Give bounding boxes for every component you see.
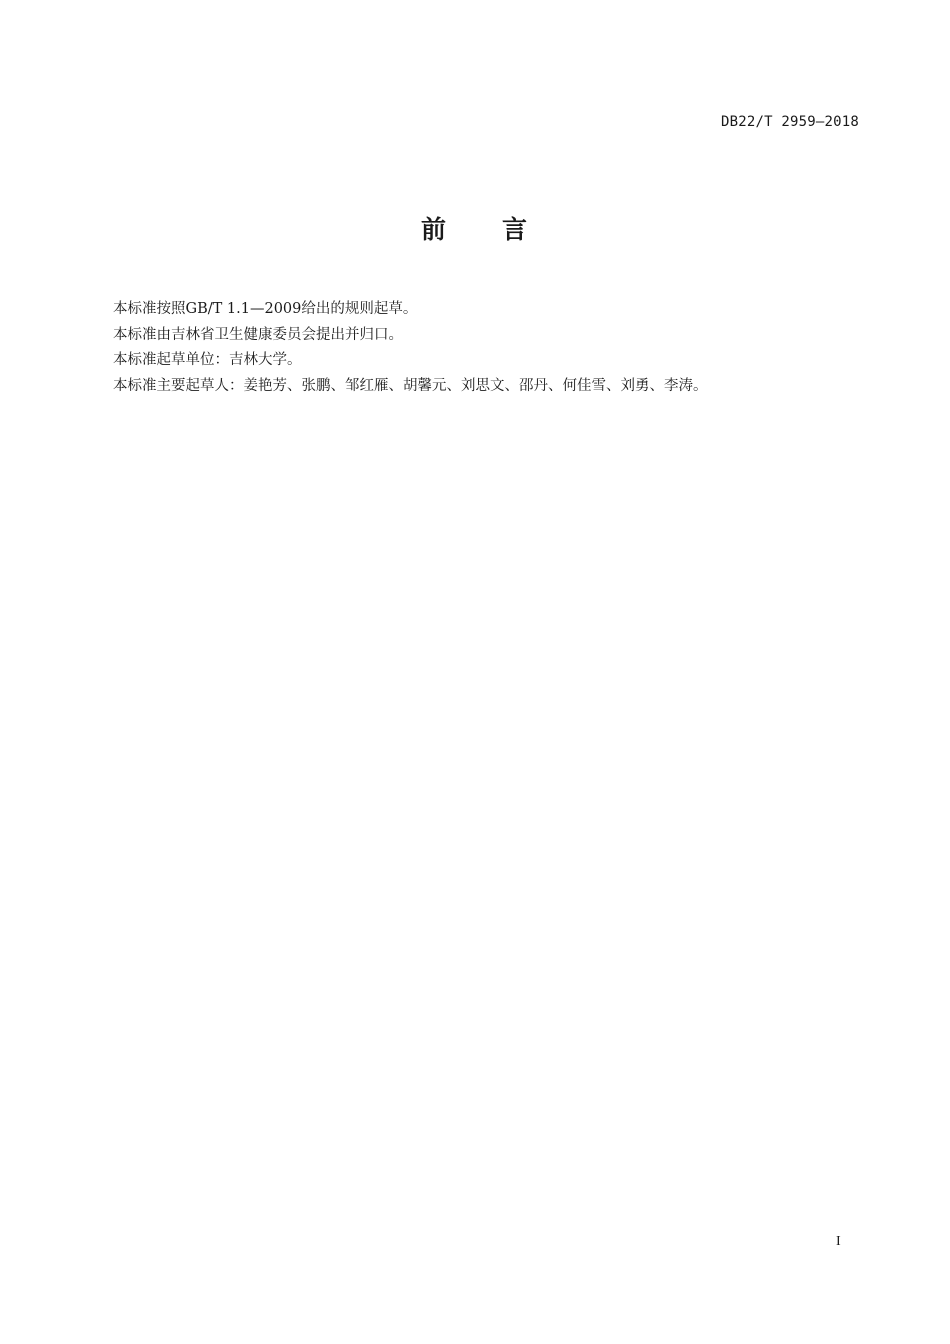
page-title-char-1: 前 bbox=[420, 215, 448, 244]
page-number: I bbox=[836, 1234, 841, 1249]
foreword-line-proposer: 本标准由吉林省卫生健康委员会提出并归口。 bbox=[113, 326, 403, 343]
foreword-line-drafting-rules: 本标准按照GB/T 1.1—2009给出的规则起草。 bbox=[113, 301, 418, 317]
foreword-line-drafters: 本标准主要起草人：姜艳芳、张鹏、邹红雁、胡馨元、刘思文、邵丹、何佳雪、刘勇、李涛。 bbox=[113, 377, 708, 394]
document-number: DB22/T 2959—2018 bbox=[720, 114, 859, 130]
foreword-line-drafting-unit: 本标准起草单位：吉林大学。 bbox=[113, 352, 302, 368]
page-title bbox=[0, 210, 950, 246]
foreword-body bbox=[113, 297, 853, 399]
page-title-char-2: 言 bbox=[502, 215, 530, 244]
